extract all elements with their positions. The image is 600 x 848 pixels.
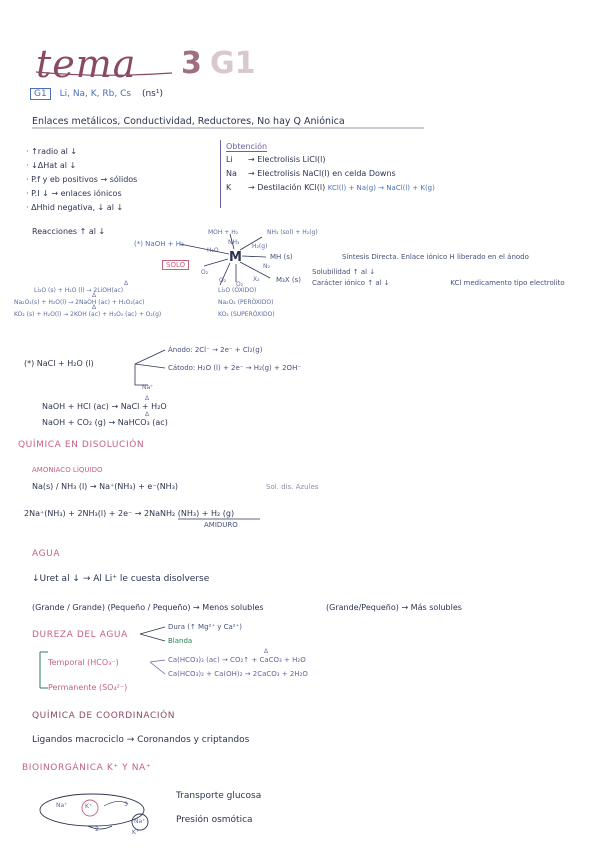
trend-item: · ↓ΔHat al ↓: [26, 161, 77, 170]
electrolysis-cond: Δ: [145, 395, 150, 402]
react-moh: MOH + H₂: [208, 229, 239, 236]
trends-list: [26, 145, 137, 215]
ionic-note: Carácter iónico ↑ al ↓: [312, 279, 390, 287]
disolucion-title: QUÍMICA EN DISOLUCIÓN: [18, 440, 145, 450]
disolucion-eq1: Na(s) / NH₃ (l) → Na⁺(NH₃) + e⁻(NH₃): [32, 482, 179, 491]
oxide-cond: Δ: [92, 304, 97, 311]
react-naoh: (*) NaOH + H₂: [134, 240, 184, 248]
electrolysis-na: Na⁺: [142, 384, 154, 391]
oxide-product: KO₂ (SUPERÓXIDO): [218, 311, 275, 318]
trend-item: · ΔHhid negativa, ↓ al ↓: [26, 203, 124, 212]
group-line: [30, 89, 163, 99]
disolucion-eq2: 2Na⁺(NH₃) + 2NH₃(l) + 2e⁻ → 2NaNH₂ (NH₃) + H₂ (g): [24, 509, 235, 518]
oxide-eq: KO₂ (s) + H₂O(l) → 2KOH (ac) + H₂O₂ (ac) + O₂(g): [14, 311, 162, 318]
dureza-temp-eq2: Ca(HCO₃)₂ + Ca(OH)₂ → 2CaCO₃ + 2H₂O: [168, 670, 308, 678]
solid-box: SOLO: [162, 260, 189, 270]
agua-line2a: (Grande / Grande) (Pequeño / Pequeño) → Menos solubles: [32, 603, 264, 612]
cell-membrane: [40, 794, 144, 826]
electrolysis-branch: [135, 350, 165, 385]
coordinacion-title: QUÍMICA DE COORDINACIÓN: [32, 711, 176, 721]
bio-na-out: Na⁺: [56, 802, 68, 809]
disolucion-sub: AMONÍACO LÍQUIDO: [32, 466, 103, 474]
electrolysis-anode: Ánodo: 2Cl⁻ → 2e⁻ + Cl₂(g): [168, 346, 263, 354]
page-title: tema: [36, 42, 137, 86]
react-mh: MH (s): [270, 253, 293, 261]
oxide-cond: Δ: [92, 292, 97, 299]
reactions-label: Reacciones ↑ al ↓: [32, 227, 106, 236]
obtencion-divider: [220, 140, 221, 208]
trend-item: · P.f y eb positivos → sólidos: [26, 175, 138, 184]
arrow-label: NH₃: [228, 239, 240, 246]
obtencion-row: K → Destilación KCl(l) KCl(l) + Na(g) → NaCl(l) + K(g): [226, 183, 435, 192]
title-number: 3: [181, 46, 202, 81]
agua-title: AGUA: [32, 549, 61, 559]
electrolysis-start: (*) NaCl + H₂O (l): [24, 359, 94, 368]
bio-na-right: Na⁺: [134, 818, 146, 825]
title-group: G1: [210, 46, 256, 81]
dureza-temporal: Temporal (HCO₃⁻): [48, 658, 119, 667]
dureza-dura: Dura (↑ Mg²⁺ y Ca²⁺): [168, 623, 243, 631]
obtencion-row: Na → Electrolisis NaCl(l) en celda Downs: [226, 169, 396, 178]
arrow-label: X₂: [253, 276, 260, 283]
group-elements: Li, Na, K, Rb, Cs: [59, 89, 132, 99]
arrow-label: O₂: [236, 281, 244, 288]
electrolysis-cathode: Cátodo: H₂O (l) + 2e⁻ → H₂(g) + 2OH⁻: [168, 364, 302, 372]
bio-item: Transporte glucosa: [176, 791, 262, 801]
metal-center: M: [229, 250, 242, 265]
electrolysis-r2: NaOH + CO₂ (g) → NaHCO₃ (ac): [42, 418, 168, 427]
electrolysis-r1: NaOH + HCl (ac) → NaCl + H₂O: [42, 402, 167, 411]
bio-n2: 2: [95, 826, 99, 833]
bio-k-in: K⁺: [85, 803, 93, 810]
obtencion-row: Li → Electrolisis LiCl(l): [226, 155, 326, 164]
arrow-label: H₂(g): [252, 243, 268, 250]
arrow-label: O₂: [219, 277, 227, 284]
obtencion-title: Obtención: [226, 142, 268, 151]
group-tag: G1: [30, 88, 51, 100]
kcl-note: KCl medicamento tipo electrolito: [450, 279, 565, 287]
dureza-permanente: Permanente (SO₄²⁻): [48, 683, 128, 692]
disolucion-eq2-label: AMIDURO: [204, 521, 238, 529]
electrolysis-cond: Δ: [145, 411, 150, 418]
disolucion-eq1-note: Sol. dis. Azules: [266, 483, 319, 491]
oxide-eq: Na₂O₂(s) + H₂O(l) → 2NaOH (ac) + H₂O₂(ac): [14, 299, 145, 306]
dureza-title: DUREZA DEL AGUA: [32, 630, 128, 640]
group-config: (ns¹): [141, 89, 163, 99]
trend-item: · P.I ↓ → enlaces iónicos: [26, 189, 122, 198]
arrow-label: O₂: [201, 269, 209, 276]
solubility-note: Solubilidad ↑ al ↓: [312, 268, 376, 276]
oxide-cond: Δ: [124, 280, 129, 287]
trend-item: · ↑radio al ↓: [26, 147, 78, 156]
coordinacion-text: Ligandos macrociclo → Coronandos y criptandos: [32, 735, 250, 745]
dureza-blanda: Blanda: [168, 637, 193, 645]
agua-line2b: (Grande/Pequeño) → Más solubles: [326, 603, 462, 612]
dureza-temp-eq1: Ca(HCO₃)₂ (ac) → CO₂↑ + CaCO₃ + H₂O: [168, 656, 306, 664]
arrow-label: H₂O: [207, 247, 219, 254]
properties-line: Enlaces metálicos, Conductividad, Reductores, No hay Q Aniónica: [32, 116, 345, 127]
bio-k-right: K⁺: [132, 829, 140, 836]
arrow-label: N₂: [263, 263, 270, 270]
bio-item: Presión osmótica: [176, 815, 253, 825]
react-m3x: M₃X (s): [276, 276, 301, 284]
react-nh3: NH₃ (sol) + H₂(g): [267, 229, 318, 236]
dureza-branch: [140, 627, 165, 641]
dureza-temp-cond: Δ: [264, 648, 269, 655]
oxide-product: Li₂O (ÓXIDO): [218, 287, 257, 294]
oxide-eq: Li₂O (s) + H₂O (l) → 2LiOH(ac): [34, 287, 124, 294]
temporal-branch: [150, 660, 165, 674]
oxide-product: Na₂O₂ (PERÓXIDO): [218, 299, 274, 306]
dureza-bracket: [40, 652, 48, 688]
bio-title: BIOINORGÁNICA K⁺ Y NA⁺: [22, 763, 152, 773]
agua-line1: ↓Uret al ↓ → Al Li⁺ le cuesta disolverse: [32, 574, 210, 584]
react-mh-note: Síntesis Directa. Enlace iónico H liberado en el ánodo: [342, 253, 529, 261]
bio-n3: 3: [124, 801, 128, 808]
pump-arrow: [88, 826, 112, 829]
